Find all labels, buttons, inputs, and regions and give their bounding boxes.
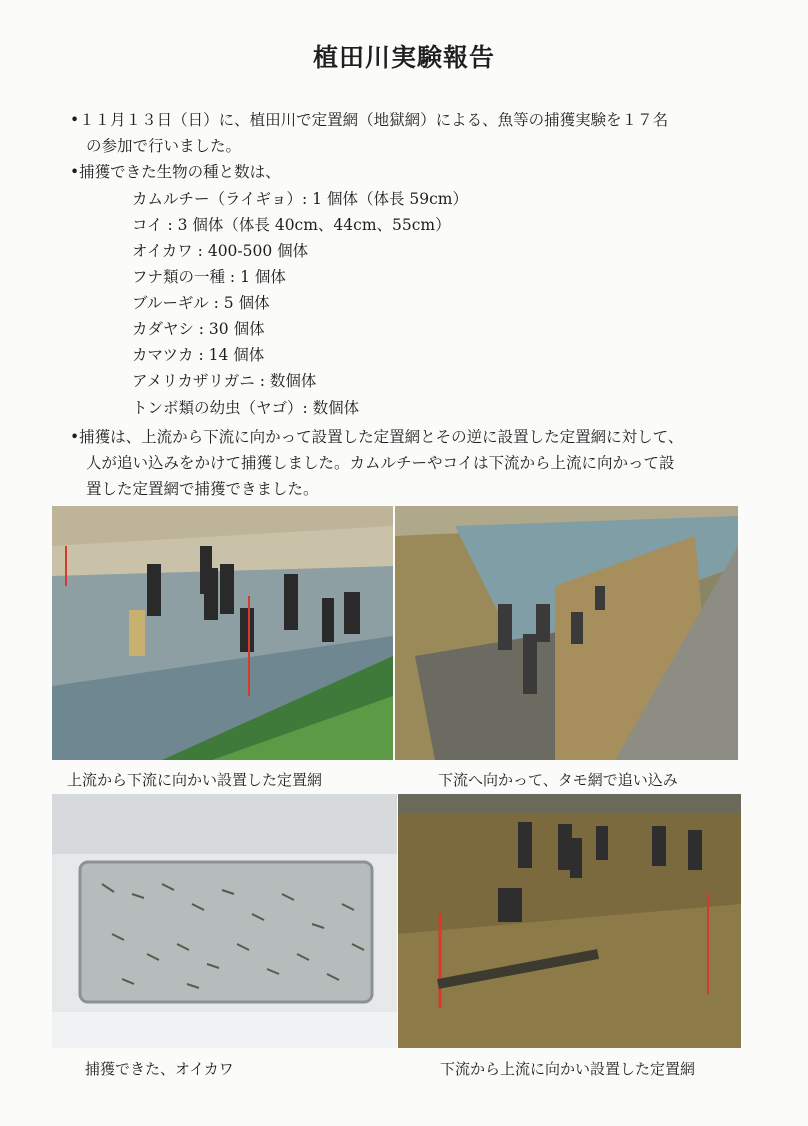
- photo-chasing-downstream: [395, 506, 738, 760]
- photo-caught-oikawa: [52, 794, 397, 1048]
- caption-photo-1: 上流から下流に向かい設置した定置網: [67, 771, 323, 789]
- species-item: フナ類の一種 : 1 個体: [132, 268, 286, 286]
- species-item: トンボ類の幼虫（ヤゴ）: 数個体: [132, 399, 360, 417]
- paragraph-3-line-3: 置した定置網で捕獲できました。: [86, 480, 319, 498]
- species-item: カムルチー（ライギョ）: 1 個体（体長 59cm）: [132, 190, 469, 208]
- species-item: カダヤシ : 30 個体: [132, 320, 265, 338]
- paragraph-2-line-1: •捕獲できた生物の種と数は、: [70, 163, 281, 181]
- paragraph-1-line-2: の参加で行いました。: [86, 137, 242, 155]
- species-item: コイ : 3 個体（体長 40cm、44cm、55cm）: [132, 216, 451, 234]
- species-item: オイカワ : 400-500 個体: [132, 242, 309, 260]
- page-title: 植田川実験報告: [312, 43, 495, 72]
- photo-upstream-net: [52, 506, 393, 760]
- photo-downstream-net: [398, 794, 741, 1048]
- species-item: ブルーギル : 5 個体: [132, 294, 270, 312]
- caption-photo-4: 下流から上流に向かい設置した定置網: [440, 1060, 696, 1078]
- species-item: カマツカ : 14 個体: [132, 346, 265, 364]
- caption-photo-2: 下流へ向かって、タモ網で追い込み: [438, 771, 678, 789]
- paragraph-3-line-2: 人が追い込みをかけて捕獲しました。カムルチーやコイは下流から上流に向かって設: [86, 454, 675, 472]
- caption-photo-3: 捕獲できた、オイカワ: [85, 1060, 234, 1078]
- paragraph-1-line-1: •１１月１３日（日）に、植田川で定置網（地獄網）による、魚等の捕獲実験を１７名: [70, 111, 669, 129]
- species-item: アメリカザリガニ : 数個体: [132, 372, 317, 390]
- paragraph-3-line-1: •捕獲は、上流から下流に向かって設置した定置網とその逆に設置した定置網に対して、: [70, 428, 684, 446]
